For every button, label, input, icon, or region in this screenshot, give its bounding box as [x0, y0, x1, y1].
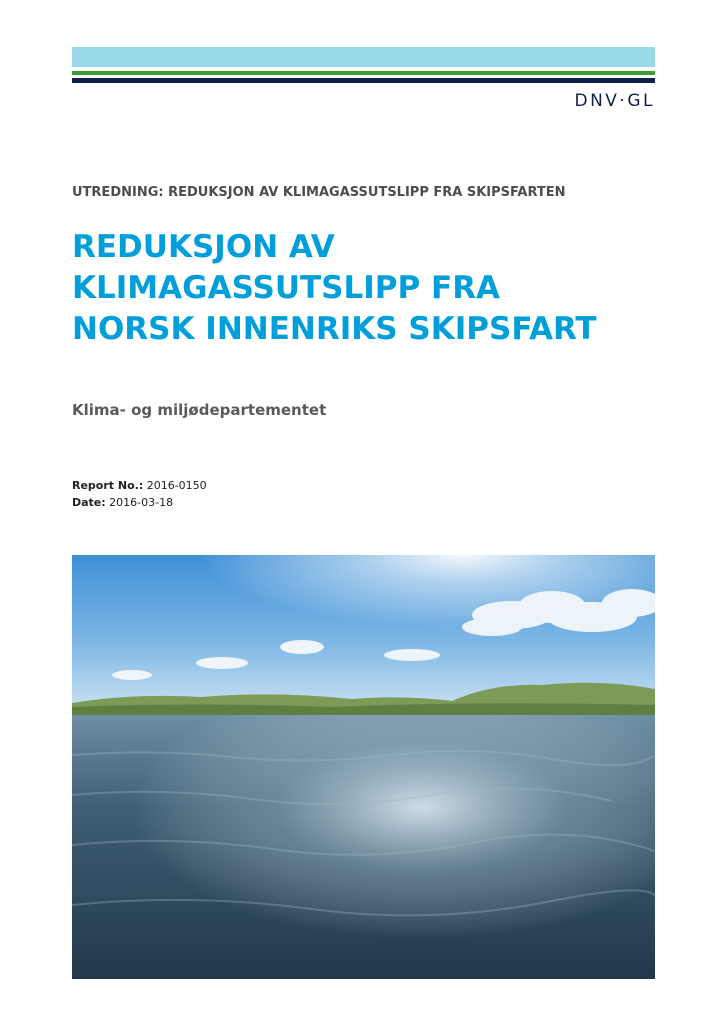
sea-landscape-image [72, 555, 655, 979]
report-number-value: 2016-0150 [146, 479, 207, 492]
header-stripe-navy [72, 78, 655, 83]
report-date [72, 496, 173, 509]
report-date-value: 2016-03-18 [109, 496, 174, 509]
header-stripe-sky [72, 47, 655, 67]
report-number-label: Report No.: [72, 479, 144, 492]
report-series-heading: UTREDNING: REDUKSJON AV KLIMAGASSUTSLIPP FRA SKIPSFARTEN [72, 185, 566, 200]
cover-photo-sea [72, 555, 655, 979]
report-number [72, 479, 207, 492]
report-date-label: Date: [72, 496, 106, 509]
report-title: REDUKSJON AV KLIMAGASSUTSLIPP FRA NORSK INNENRIKS SKIPSFART [72, 229, 597, 347]
client-name: Klima- og miljødepartementet [72, 401, 327, 419]
header-stripe-green [72, 71, 655, 75]
dnv-gl-logo: DNV·GL [574, 91, 655, 111]
